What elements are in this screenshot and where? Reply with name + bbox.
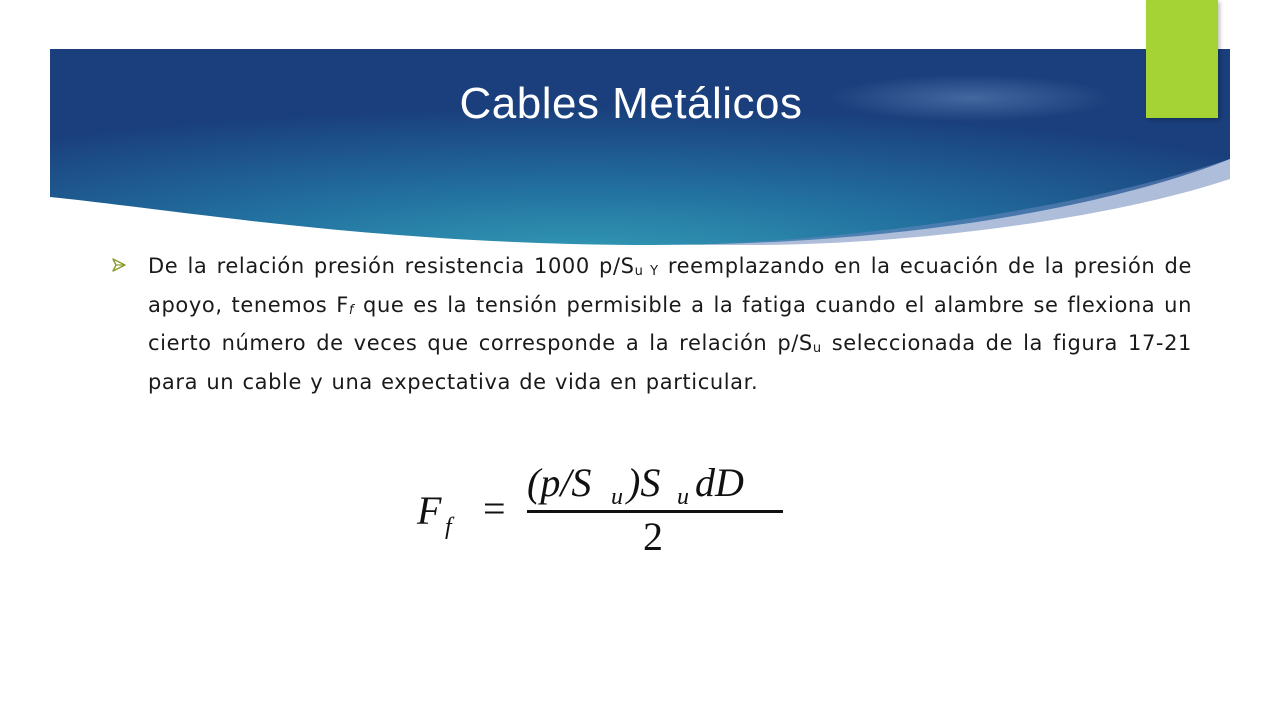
- formula-numerator-b: )S: [627, 462, 661, 505]
- formula-denominator: 2: [643, 514, 663, 554]
- formula-numerator-a: (p/S: [527, 462, 592, 505]
- arrow-bullet-icon: [112, 250, 148, 277]
- fatigue-stress-formula: [415, 462, 787, 554]
- formula-lhs-sub: f: [445, 514, 452, 540]
- slide-title: Cables Metálicos: [459, 79, 803, 128]
- formula-numerator-sub2: u: [677, 484, 689, 510]
- slide-content: [112, 250, 1192, 398]
- formula-equals: =: [483, 486, 506, 531]
- formula-numerator-sub1: u: [611, 484, 623, 510]
- formula-fraction-bar: [527, 510, 783, 513]
- bullet-text: De la relación presión resistencia 1000 p/Su Y reemplazando en la ecuación de la presión de apoyo, tenemos Ff que es la tensión permisible a la fatiga cuando el alambre se flexiona un cierto número de veces que corresponde a la relación p/Su seleccionada de la figura 17-21 para un cable y una expectativa de vida en particular.: [148, 254, 1193, 394]
- formula-lhs: F: [417, 488, 442, 533]
- formula-numerator-c: dD: [695, 462, 744, 505]
- bullet-item: [112, 250, 1192, 398]
